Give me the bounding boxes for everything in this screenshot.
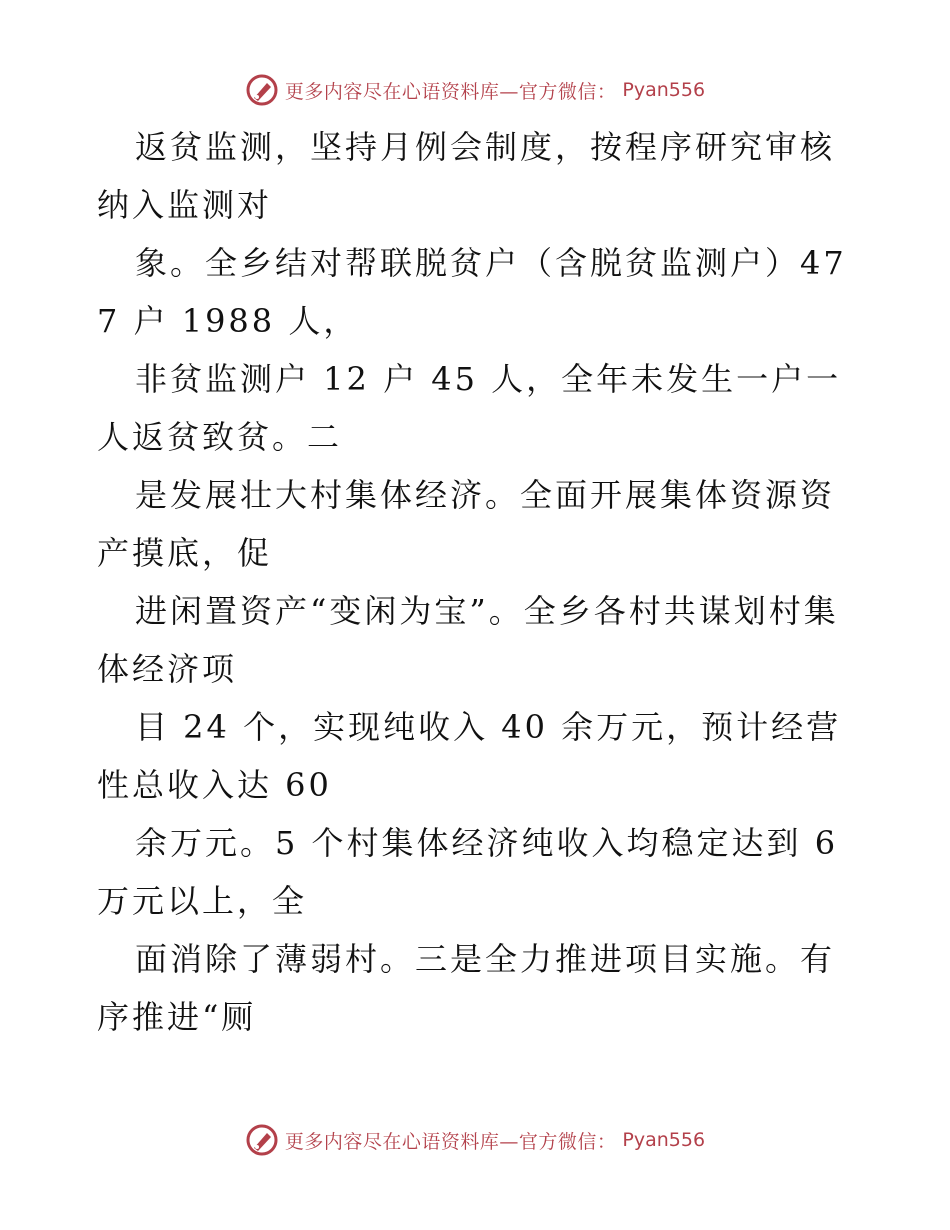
- paragraph-6: 目 24 个，实现纯收入 40 余万元，预计经营性总收入达 60: [97, 708, 842, 804]
- paragraph-4: 是发展壮大村集体经济。全面开展集体资源资产摸底，促: [97, 476, 836, 572]
- page-header: [0, 70, 950, 110]
- pen-nib-icon: [245, 73, 279, 107]
- document-body: [97, 118, 857, 1046]
- footer-banner-text: 更多内容尽在心语资料库—官方微信：: [284, 1130, 617, 1153]
- header-banner-text: 更多内容尽在心语资料库—官方微信：: [284, 80, 617, 103]
- paragraph-7: 余万元。5 个村集体经济纯收入均稳定达到 6 万元以上，全: [97, 824, 839, 920]
- paragraph-1: 返贫监测，坚持月例会制度，按程序研究审核纳入监测对: [97, 128, 836, 224]
- pen-nib-icon: [245, 1123, 279, 1157]
- header-banner-id: Pyan556: [622, 79, 706, 101]
- page-footer: [0, 1120, 950, 1160]
- paragraph-3: 非贫监测户 12 户 45 人，全年未发生一户一人返贫致贫。二: [97, 360, 842, 456]
- paragraph-5: 进闲置资产“变闲为宝”。全乡各村共谋划村集体经济项: [97, 592, 839, 688]
- paragraph-8: 面消除了薄弱村。三是全力推进项目实施。有序推进“厕: [97, 940, 836, 1036]
- footer-banner-id: Pyan556: [622, 1129, 706, 1151]
- paragraph-2: 象。全乡结对帮联脱贫户（含脱贫监测户）477 户 1988 人，: [97, 244, 847, 340]
